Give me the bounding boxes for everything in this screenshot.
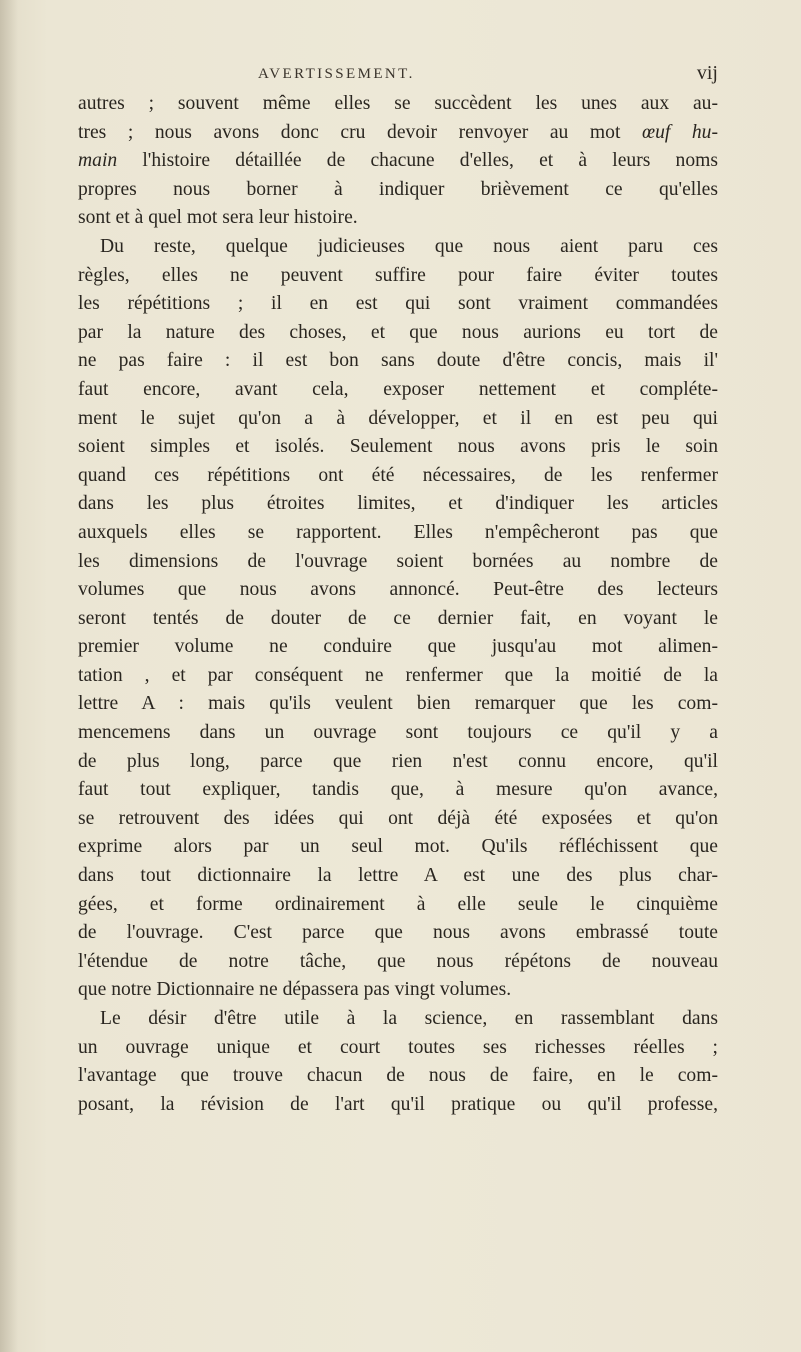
text-line (78, 576, 718, 605)
text-line (78, 204, 718, 233)
line-text: Le désir d'être utile à la science, en rassemblant dans (100, 1008, 718, 1029)
line-text: les répétitions ; il en est qui sont vraiment commandées (78, 293, 718, 315)
text-line (78, 805, 718, 834)
line-text: tres ; nous avons donc cru devoir renvoyer au mot (78, 121, 642, 143)
line-text: par la nature des choses, et que nous aurions eu tort de (78, 321, 718, 343)
text-line (78, 1005, 718, 1034)
line-text: auxquels elles se rapportent. Elles n'empêcheront pas que (78, 521, 718, 543)
line-text: autres ; souvent même elles se succèdent les unes aux au- (78, 93, 718, 114)
line-text: ne pas faire : il est bon sans doute d'être concis, mais il' (78, 350, 718, 372)
text-line (78, 405, 718, 434)
text-line (78, 147, 718, 176)
text-line (78, 719, 718, 748)
line-text: l'avantage que trouve chacun de nous de faire, en le com- (78, 1065, 718, 1087)
line-text: soient simples et isolés. Seulement nous avons pris le soin (78, 436, 718, 458)
line-text: lettre A : mais qu'ils veulent bien remarquer que les com- (78, 693, 718, 715)
text-line (78, 776, 718, 805)
line-text: faut tout expliquer, tandis que, à mesure qu'on avance, (78, 779, 718, 801)
text-line (78, 176, 718, 205)
line-text: sont et à quel mot sera leur histoire. (78, 207, 358, 229)
text-line (78, 690, 718, 719)
italic-term: œuf hu- (642, 121, 719, 143)
text-line (78, 976, 718, 1005)
page-header (258, 64, 718, 90)
text-line (78, 833, 718, 862)
text-line (78, 891, 718, 920)
text-line (78, 433, 718, 462)
text-line (78, 605, 718, 634)
text-line (78, 319, 718, 348)
line-text: ment le sujet qu'on a à développer, et il en est peu qui (78, 407, 718, 429)
text-line (78, 633, 718, 662)
line-text: dans les plus étroites limites, et d'indiquer les articles (78, 493, 718, 515)
text-line (78, 919, 718, 948)
line-text: se retrouvent des idées qui ont déjà été exposées et qu'on (78, 807, 718, 829)
line-text: seront tentés de douter de ce dernier fait, en voyant le (78, 607, 718, 629)
running-title: AVERTISSEMENT. (258, 66, 415, 82)
line-text: que notre Dictionnaire ne dépassera pas vingt volumes. (78, 979, 512, 1001)
line-text: quand ces répétitions ont été nécessaires, de les renfermer (78, 464, 718, 486)
text-line (78, 376, 718, 405)
text-line (78, 519, 718, 548)
text-line (78, 119, 718, 148)
text-line (78, 1091, 718, 1120)
line-text: premier volume ne conduire que jusqu'au mot alimen- (78, 636, 718, 658)
line-text: posant, la révision de l'art qu'il pratique ou qu'il professe, (78, 1093, 718, 1115)
line-text: les dimensions de l'ouvrage soient bornées au nombre de (78, 550, 718, 572)
line-text: tation , et par conséquent ne renfermer que la moitié de la (78, 664, 718, 686)
text-line (78, 748, 718, 777)
text-line (78, 262, 718, 291)
text-line (78, 90, 718, 119)
text-line (78, 862, 718, 891)
text-line (78, 233, 718, 262)
line-text: dans tout dictionnaire la lettre A est une des plus char- (78, 865, 718, 887)
text-line (78, 490, 718, 519)
text-line (78, 1062, 718, 1091)
text-line (78, 1034, 718, 1063)
page-number: vij (696, 62, 718, 84)
text-line (78, 548, 718, 577)
line-text: l'étendue de notre tâche, que nous répétons de nouveau (78, 950, 718, 972)
text-line (78, 948, 718, 977)
line-text: l'histoire détaillée de chacune d'elles, et à leurs noms (117, 150, 718, 172)
line-text: de l'ouvrage. C'est parce que nous avons embrassé toute (78, 922, 718, 944)
line-text: Du reste, quelque judicieuses que nous aient paru ces (100, 235, 718, 257)
text-line (78, 290, 718, 319)
text-line (78, 347, 718, 376)
page-edge-shadow (0, 0, 18, 1352)
line-text: gées, et forme ordinairement à elle seule le cinquième (78, 893, 718, 915)
line-text: mencemens dans un ouvrage sont toujours ce qu'il y a (78, 722, 718, 744)
body-text (78, 90, 718, 1119)
line-text: faut encore, avant cela, exposer nettement et compléte- (78, 378, 718, 400)
text-line (78, 662, 718, 691)
line-text: volumes que nous avons annoncé. Peut-être des lecteurs (78, 579, 718, 601)
line-text: un ouvrage unique et court toutes ses richesses réelles ; (78, 1036, 718, 1058)
line-text: règles, elles ne peuvent suffire pour faire éviter toutes (78, 264, 718, 286)
italic-term: main (78, 150, 118, 172)
line-text: de plus long, parce que rien n'est connu encore, qu'il (78, 750, 718, 772)
line-text: exprime alors par un seul mot. Qu'ils réfléchissent que (78, 836, 718, 858)
text-line (78, 462, 718, 491)
line-text: propres nous borner à indiquer brièvement ce qu'elles (78, 178, 718, 200)
